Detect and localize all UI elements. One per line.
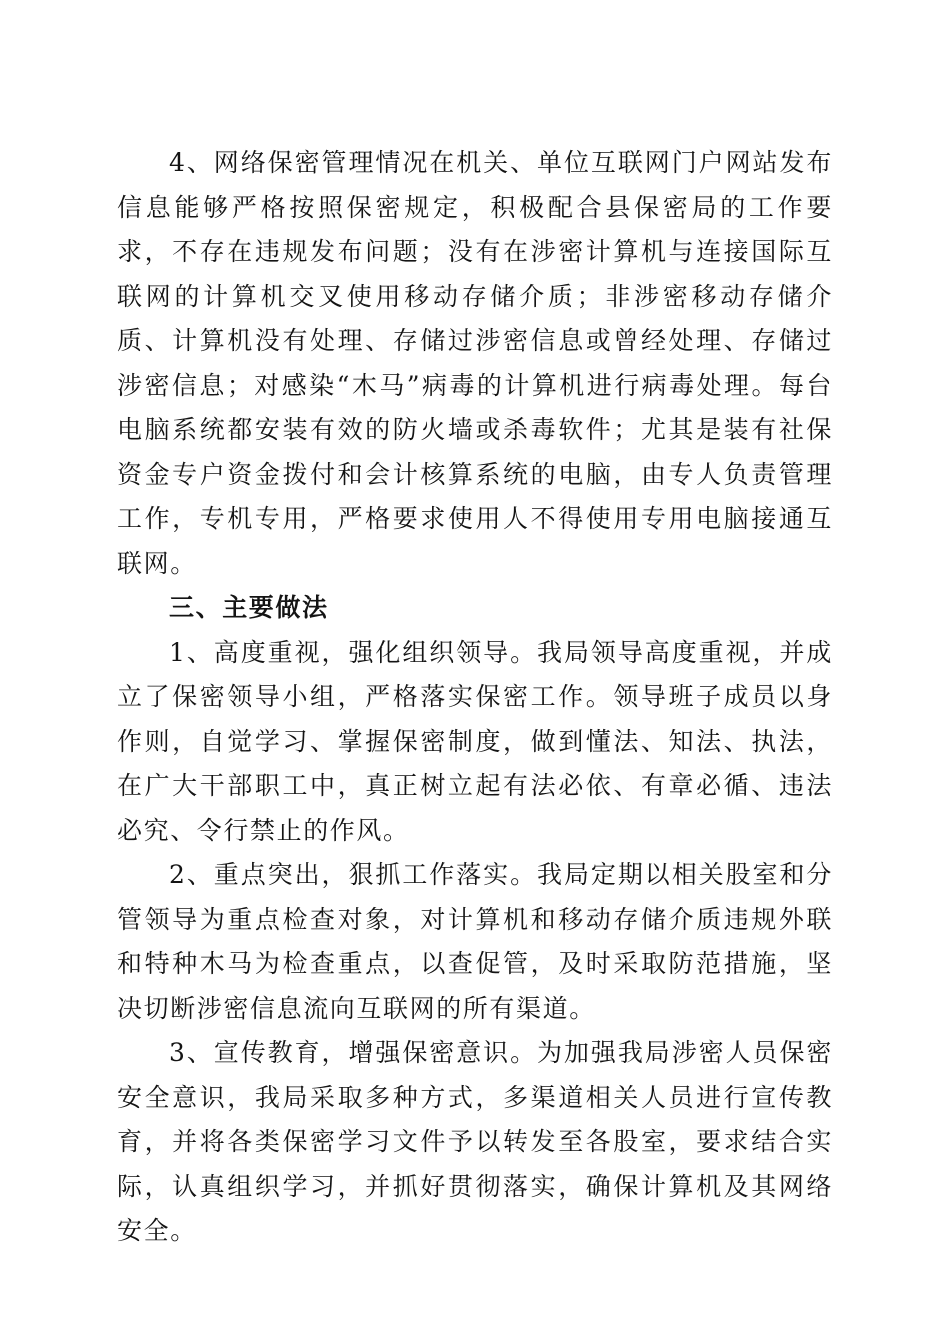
paragraph-implementation: 2、重点突出，狠抓工作落实。我局定期以相关股室和分管领导为重点检查对象，对计算机和移动存储介质违规外联和特种木马为检查重点，以查促管，及时采取防范措施，坚决切断涉密信息流向互联网的所有渠道。 [117, 860, 833, 1023]
paragraph-leadership: 1、高度重视，强化组织领导。我局领导高度重视，并成立了保密领导小组，严格落实保密工作。领导班子成员以身作则，自觉学习、掌握保密制度，做到懂法、知法、执法，在广大干部职工中，真正树立起有法必依、有章必循、违法必究、令行禁止的作风。 [117, 637, 833, 845]
paragraph-network-security: 4、网络保密管理情况在机关、单位互联网门户网站发布信息能够严格按照保密规定，积极配合县保密局的工作要求，不存在违规发布问题；没有在涉密计算机与连接国际互联网的计算机交叉使用移动存储介质；非涉密移动存储介质、计算机没有处理、存储过涉密信息或曾经处理、存储过涉密信息；对感染“木马”病毒的计算机进行病毒处理。每台电脑系统都安装有效的防火墙或杀毒软件；尤其是装有社保资金专户资金拨付和会计核算系统的电脑，由专人负责管理工作，专机专用，严格要求使用人不得使用专用电脑接通互联网。 [117, 148, 833, 578]
paragraph-education: 3、宣传教育，增强保密意识。为加强我局涉密人员保密安全意识，我局采取多种方式，多渠道相关人员进行宣传教育，并将各类保密学习文件予以转发至各股室，要求结合实际，认真组织学习，并抓好贯彻落实，确保计算机及其网络安全。 [117, 1038, 833, 1245]
section-heading-main-practices: 三、主要做法 [169, 593, 329, 622]
document-body [117, 141, 833, 1254]
